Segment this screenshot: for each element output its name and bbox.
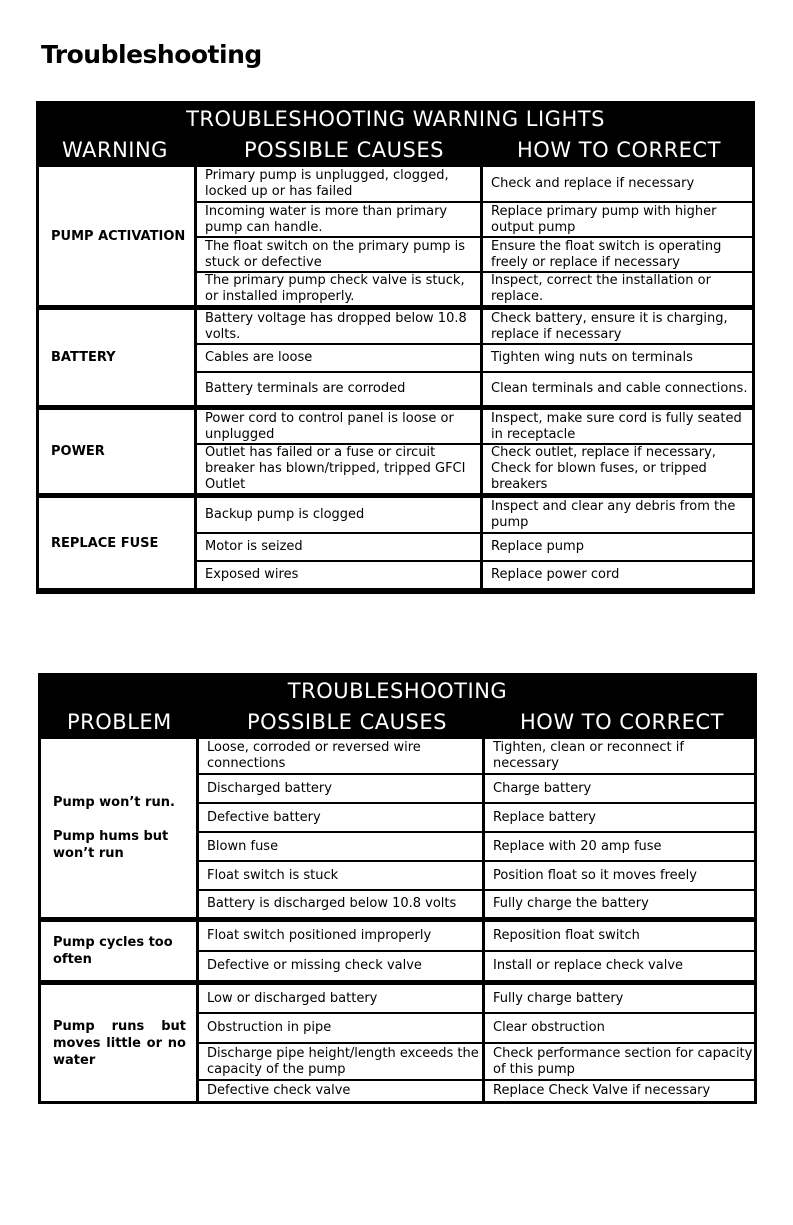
correct-cell: Ensure the float switch is operating freely or replace if necessary (483, 238, 752, 271)
warning-label: BATTERY (39, 310, 194, 405)
table-title: TROUBLESHOOTING WARNING LIGHTS (186, 107, 605, 131)
cause-cell: Cables are loose (197, 345, 480, 371)
warning-label: POWER (39, 410, 194, 493)
problem-label-line: Pump runs but (53, 1018, 186, 1034)
column-header-causes: POSSIBLE CAUSES (247, 710, 447, 734)
correct-cell: Replace power cord (483, 562, 752, 588)
correct-cell: Fully charge battery (485, 985, 754, 1012)
cause-cell: The primary pump check valve is stuck, or installed improperly. (197, 273, 480, 305)
cause-cell: The float switch on the primary pump is stuck or defective (197, 238, 480, 271)
cause-cell: Defective battery (199, 804, 482, 831)
cause-cell: Battery terminals are corroded (197, 373, 480, 405)
correct-cell: Position float so it moves freely (485, 862, 754, 889)
correct-cell: Install or replace check valve (485, 952, 754, 980)
correct-cell: Reposition float switch (485, 922, 754, 950)
correct-cell: Charge battery (485, 775, 754, 802)
table-title: TROUBLESHOOTING (287, 679, 508, 703)
cause-cell: Outlet has failed or a fuse or circuit breaker has blown/tripped, tripped GFCI Outlet (197, 445, 480, 493)
cause-cell: Battery voltage has dropped below 10.8 volts. (197, 310, 480, 343)
correct-cell: Replace Check Valve if necessary (485, 1081, 754, 1101)
correct-cell: Tighten wing nuts on terminals (483, 345, 752, 371)
cause-cell: Power cord to control panel is loose or unplugged (197, 410, 480, 443)
problem-label (41, 922, 196, 980)
cause-cell: Float switch is stuck (199, 862, 482, 889)
correct-cell: Replace with 20 amp fuse (485, 833, 754, 860)
problem-label (41, 739, 196, 917)
correct-cell: Check performance section for capacity of this pump (485, 1044, 754, 1079)
troubleshooting-table (38, 673, 757, 1104)
correct-cell: Inspect, correct the installation or replace. (483, 273, 752, 305)
page-title: Troubleshooting (41, 40, 262, 69)
cause-cell: Backup pump is clogged (197, 498, 480, 532)
correct-cell: Replace primary pump with higher output pump (483, 203, 752, 236)
problem-label-line: Pump won’t run. (53, 795, 175, 810)
cause-cell: Loose, corroded or reversed wire connections (199, 739, 482, 773)
cause-cell: Low or discharged battery (199, 985, 482, 1012)
correct-cell: Replace pump (483, 534, 752, 560)
column-header-causes: POSSIBLE CAUSES (244, 138, 444, 162)
cause-cell: Incoming water is more than primary pump can handle. (197, 203, 480, 236)
correct-cell: Replace battery (485, 804, 754, 831)
problem-label-line: won’t run (53, 846, 124, 861)
warning-label: REPLACE FUSE (39, 498, 194, 588)
column-header-problem: PROBLEM (67, 710, 172, 734)
problem-label-line: Pump cycles too (53, 935, 173, 950)
table-header (38, 673, 757, 739)
warning-lights-table (36, 101, 755, 594)
cause-cell: Discharge pipe height/length exceeds the capacity of the pump (199, 1044, 482, 1079)
correct-cell: Check and replace if necessary (483, 167, 752, 201)
cause-cell: Obstruction in pipe (199, 1014, 482, 1042)
problem-label-line: Pump hums but (53, 829, 169, 844)
correct-cell: Inspect, make sure cord is fully seated in receptacle (483, 410, 752, 443)
correct-cell: Clean terminals and cable connections. (483, 373, 752, 405)
problem-label-line: moves little or no (53, 1035, 186, 1051)
cause-cell: Blown fuse (199, 833, 482, 860)
column-header-correct: HOW TO CORRECT (520, 710, 724, 734)
column-header-warning: WARNING (62, 138, 168, 162)
problem-label (41, 985, 196, 1101)
correct-cell: Clear obstruction (485, 1014, 754, 1042)
problem-label-line: often (53, 952, 92, 967)
column-header-correct: HOW TO CORRECT (517, 138, 721, 162)
problem-label-line: water (53, 1052, 96, 1068)
cause-cell: Defective check valve (199, 1081, 482, 1101)
cause-cell: Motor is seized (197, 534, 480, 560)
correct-cell: Check outlet, replace if necessary, Check for blown fuses, or tripped breakers (483, 445, 752, 493)
cause-cell: Float switch positioned improperly (199, 922, 482, 950)
cause-cell: Discharged battery (199, 775, 482, 802)
correct-cell: Tighten, clean or reconnect if necessary (485, 739, 754, 773)
cause-cell: Battery is discharged below 10.8 volts (199, 891, 482, 917)
correct-cell: Inspect and clear any debris from the pump (483, 498, 752, 532)
cause-cell: Primary pump is unplugged, clogged, locked up or has failed (197, 167, 480, 201)
cause-cell: Exposed wires (197, 562, 480, 588)
warning-label: PUMP ACTIVATION (39, 167, 194, 305)
cause-cell: Defective or missing check valve (199, 952, 482, 980)
table-header (36, 101, 755, 167)
correct-cell: Check battery, ensure it is charging, replace if necessary (483, 310, 752, 343)
correct-cell: Fully charge the battery (485, 891, 754, 917)
